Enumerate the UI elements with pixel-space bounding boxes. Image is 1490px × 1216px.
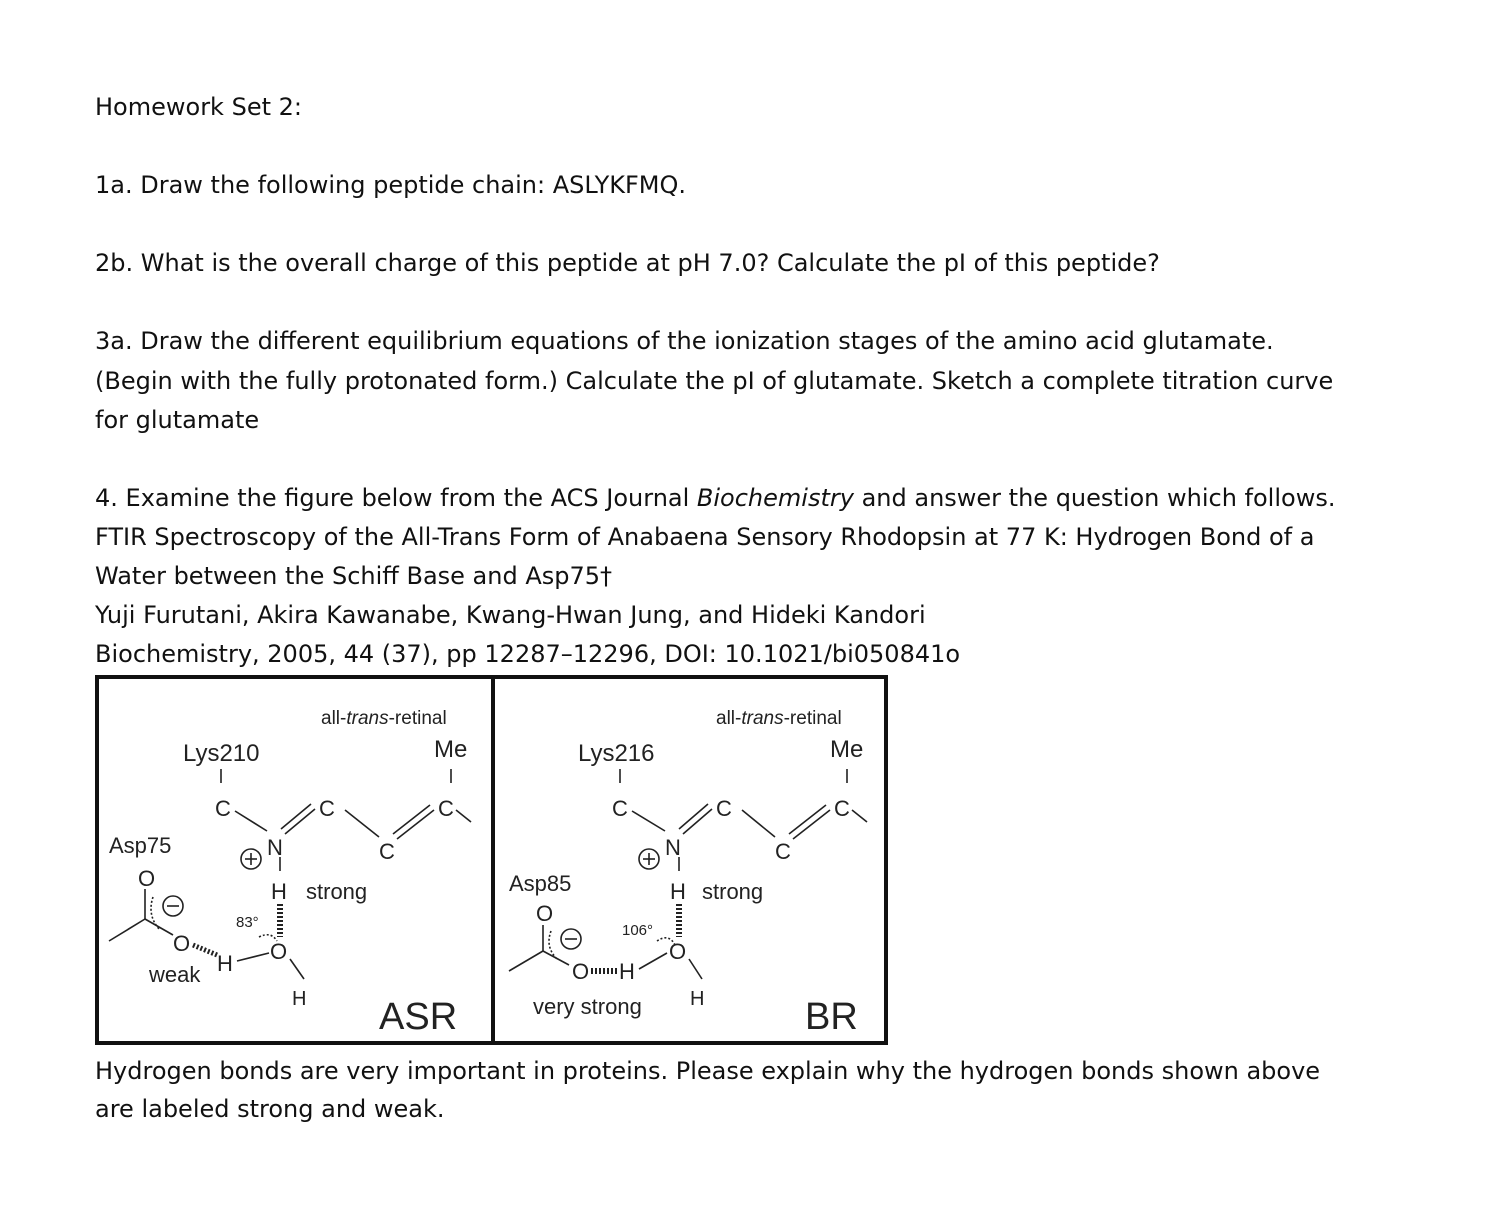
asr-retinal-label: all-trans-retinal bbox=[321, 708, 447, 729]
asr-strong-label: strong bbox=[306, 879, 368, 904]
question-2b: 2b. What is the overall charge of this peptide at pH 7.0? Calculate the pI of this peptide? bbox=[95, 249, 1160, 277]
paper-citation: Biochemistry, 2005, 44 (37), pp 12287–12296, DOI: 10.1021/bi050841o bbox=[95, 640, 961, 668]
br-asp-o: O bbox=[572, 959, 590, 984]
br-very-strong-label: very strong bbox=[533, 994, 642, 1019]
br-schiff-h: H bbox=[670, 879, 686, 904]
hydrogen-bond-diagram bbox=[99, 679, 884, 1041]
br-carbon-2: C bbox=[716, 796, 732, 821]
paper-title-line2: Water between the Schiff Base and Asp75† bbox=[95, 562, 613, 590]
br-panel-label: BR bbox=[805, 996, 858, 1038]
hydrogen-bond-figure bbox=[95, 675, 888, 1045]
br-carboxyl-o: O bbox=[536, 901, 554, 926]
br-nitrogen: N bbox=[665, 835, 681, 860]
asr-weak-label: weak bbox=[149, 962, 201, 987]
asr-angle-label: 83° bbox=[236, 914, 259, 931]
asr-carbon-1: C bbox=[215, 796, 231, 821]
asr-carboxyl-o: O bbox=[138, 866, 156, 891]
asr-methyl-label: Me bbox=[434, 736, 468, 763]
br-carbon-4: C bbox=[834, 796, 850, 821]
asr-water-h: H bbox=[292, 988, 307, 1010]
br-carbon-3: C bbox=[775, 839, 791, 864]
br-strong-label: strong bbox=[702, 879, 764, 904]
closing-question-line2: are labeled strong and weak. bbox=[95, 1095, 445, 1123]
br-retinal-label: all-trans-retinal bbox=[716, 708, 842, 729]
asr-carbon-4: C bbox=[438, 796, 454, 821]
asr-asp-label: Asp75 bbox=[109, 833, 172, 858]
br-water-h: H bbox=[690, 988, 705, 1010]
asr-bridge-h: H bbox=[217, 951, 233, 976]
paper-authors: Yuji Furutani, Akira Kawanabe, Kwang-Hwan Jung, and Hideki Kandori bbox=[95, 601, 926, 629]
question-4-pre: 4. Examine the figure below from the ACS Journal bbox=[95, 484, 697, 512]
asr-nitrogen: N bbox=[267, 835, 283, 860]
br-methyl-label: Me bbox=[830, 736, 864, 763]
asr-carbon-3: C bbox=[379, 839, 395, 864]
closing-question-line1: Hydrogen bonds are very important in proteins. Please explain why the hydrogen bonds shown above bbox=[95, 1057, 1321, 1085]
asr-panel-label: ASR bbox=[379, 996, 458, 1038]
br-carbon-1: C bbox=[612, 796, 628, 821]
question-4-post: and answer the question which follows. bbox=[853, 484, 1336, 512]
br-water-o: O bbox=[669, 939, 687, 964]
asr-water-o: O bbox=[270, 939, 288, 964]
asr-panel bbox=[109, 708, 471, 1038]
asr-asp-o: O bbox=[173, 931, 191, 956]
br-bridge-h: H bbox=[619, 959, 635, 984]
page-title: Homework Set 2: bbox=[95, 93, 302, 121]
asr-lys-label: Lys210 bbox=[183, 740, 260, 767]
br-panel bbox=[509, 708, 867, 1038]
journal-name: Biochemistry bbox=[696, 484, 854, 512]
br-asp-label: Asp85 bbox=[509, 871, 572, 896]
paper-title-line1: FTIR Spectroscopy of the All-Trans Form of Anabaena Sensory Rhodopsin at 77 K: Hydrogen Bond of a bbox=[95, 523, 1315, 551]
question-1a: 1a. Draw the following peptide chain: ASLYKFMQ. bbox=[95, 171, 686, 199]
br-lys-label: Lys216 bbox=[578, 740, 655, 767]
question-4-line1 bbox=[95, 483, 1335, 513]
question-3a-line2: (Begin with the fully protonated form.) Calculate the pI of glutamate. Sketch a complete titration curve bbox=[95, 367, 1334, 395]
asr-schiff-h: H bbox=[271, 879, 287, 904]
question-3a-line3: for glutamate bbox=[95, 406, 260, 434]
question-3a-line1: 3a. Draw the different equilibrium equations of the ionization stages of the amino acid glutamate. bbox=[95, 327, 1274, 355]
br-angle-label: 106° bbox=[622, 922, 654, 939]
asr-carbon-2: C bbox=[319, 796, 335, 821]
